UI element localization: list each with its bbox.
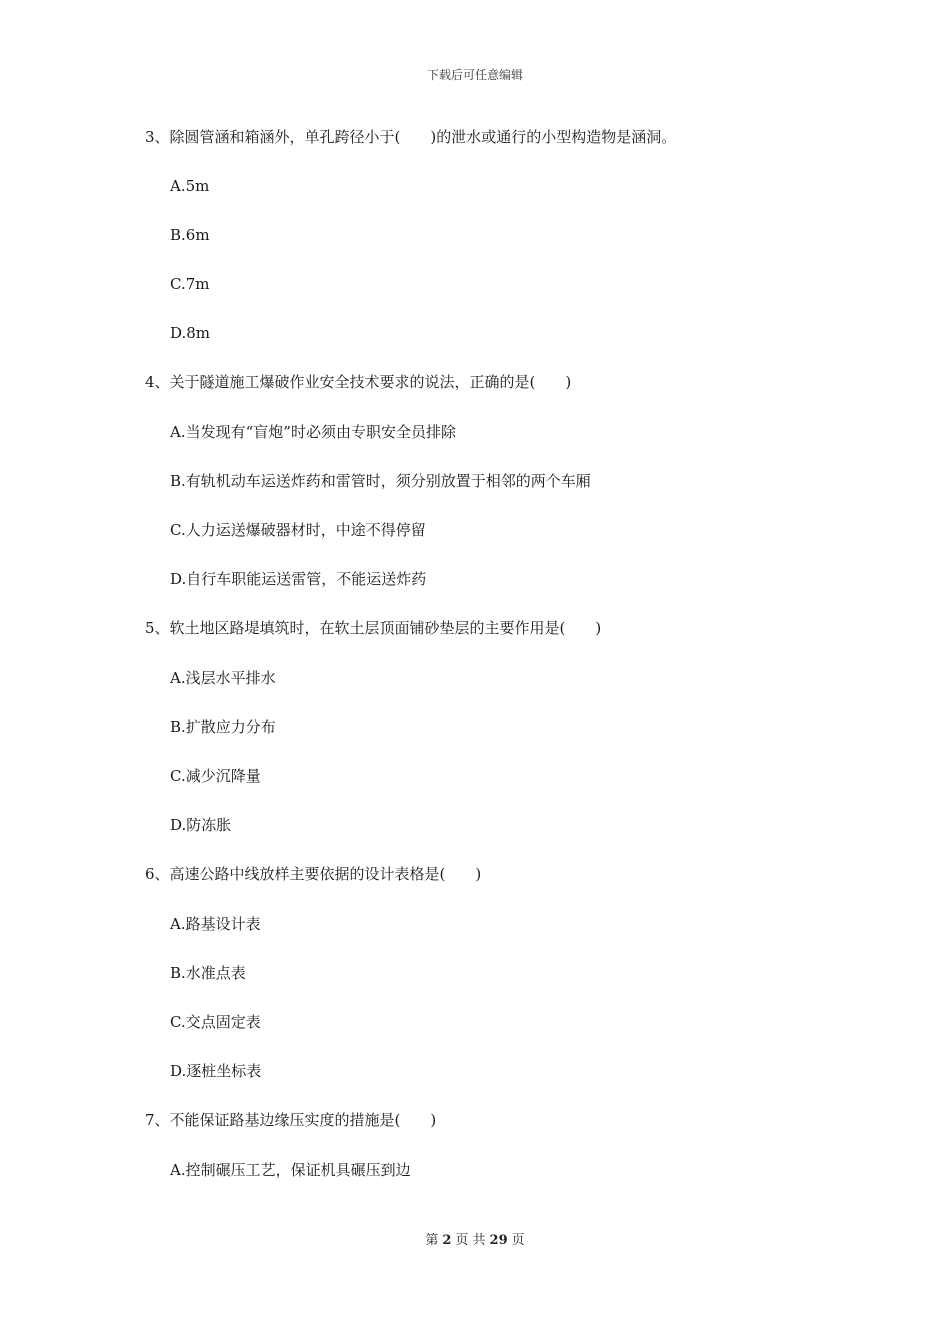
question-6: 6、高速公路中线放样主要依据的设计表格是( ) — [145, 865, 482, 883]
page-header: 下载后可任意编辑 — [426, 68, 523, 82]
option-5c: C.减少沉降量 — [170, 767, 261, 785]
option-6a: A.路基设计表 — [170, 915, 261, 933]
option-5b: B.扩散应力分布 — [170, 718, 276, 736]
question-4: 4、关于隧道施工爆破作业安全技术要求的说法，正确的是( ) — [145, 373, 572, 391]
option-4a: A.当发现有“盲炮”时必须由专职安全员排除 — [170, 423, 456, 441]
question-5: 5、软土地区路堤填筑时，在软土层顶面铺砂垫层的主要作用是( ) — [145, 619, 602, 637]
option-4c: C.人力运送爆破器材时，中途不得停留 — [170, 521, 426, 539]
option-3c: C.7m — [170, 275, 210, 293]
footer-prefix: 第 — [425, 1233, 439, 1248]
option-6d: D.逐桩坐标表 — [170, 1062, 262, 1080]
option-3a: A.5m — [170, 177, 210, 195]
option-4b: B.有轨机动车运送炸药和雷管时，须分别放置于相邻的两个车厢 — [170, 472, 591, 490]
footer-middle: 页 共 — [455, 1233, 486, 1248]
option-7a: A.控制碾压工艺，保证机具碾压到边 — [170, 1161, 411, 1179]
page-footer — [0, 1229, 950, 1248]
option-6b: B.水准点表 — [170, 964, 246, 982]
option-5d: D.防冻胀 — [170, 816, 232, 834]
question-7: 7、不能保证路基边缘压实度的措施是( ) — [145, 1111, 437, 1129]
question-3: 3、除圆管涵和箱涵外，单孔跨径小于( )的泄水或通行的小型构造物是涵洞。 — [145, 128, 677, 146]
footer-page-number: 2 — [442, 1233, 452, 1248]
option-3d: D.8m — [170, 324, 211, 342]
footer-total-pages: 29 — [489, 1233, 508, 1248]
option-5a: A.浅层水平排水 — [170, 669, 276, 687]
option-3b: B.6m — [170, 226, 210, 244]
option-6c: C.交点固定表 — [170, 1013, 261, 1031]
option-4d: D.自行车职能运送雷管，不能运送炸药 — [170, 570, 427, 588]
footer-suffix: 页 — [511, 1233, 525, 1248]
